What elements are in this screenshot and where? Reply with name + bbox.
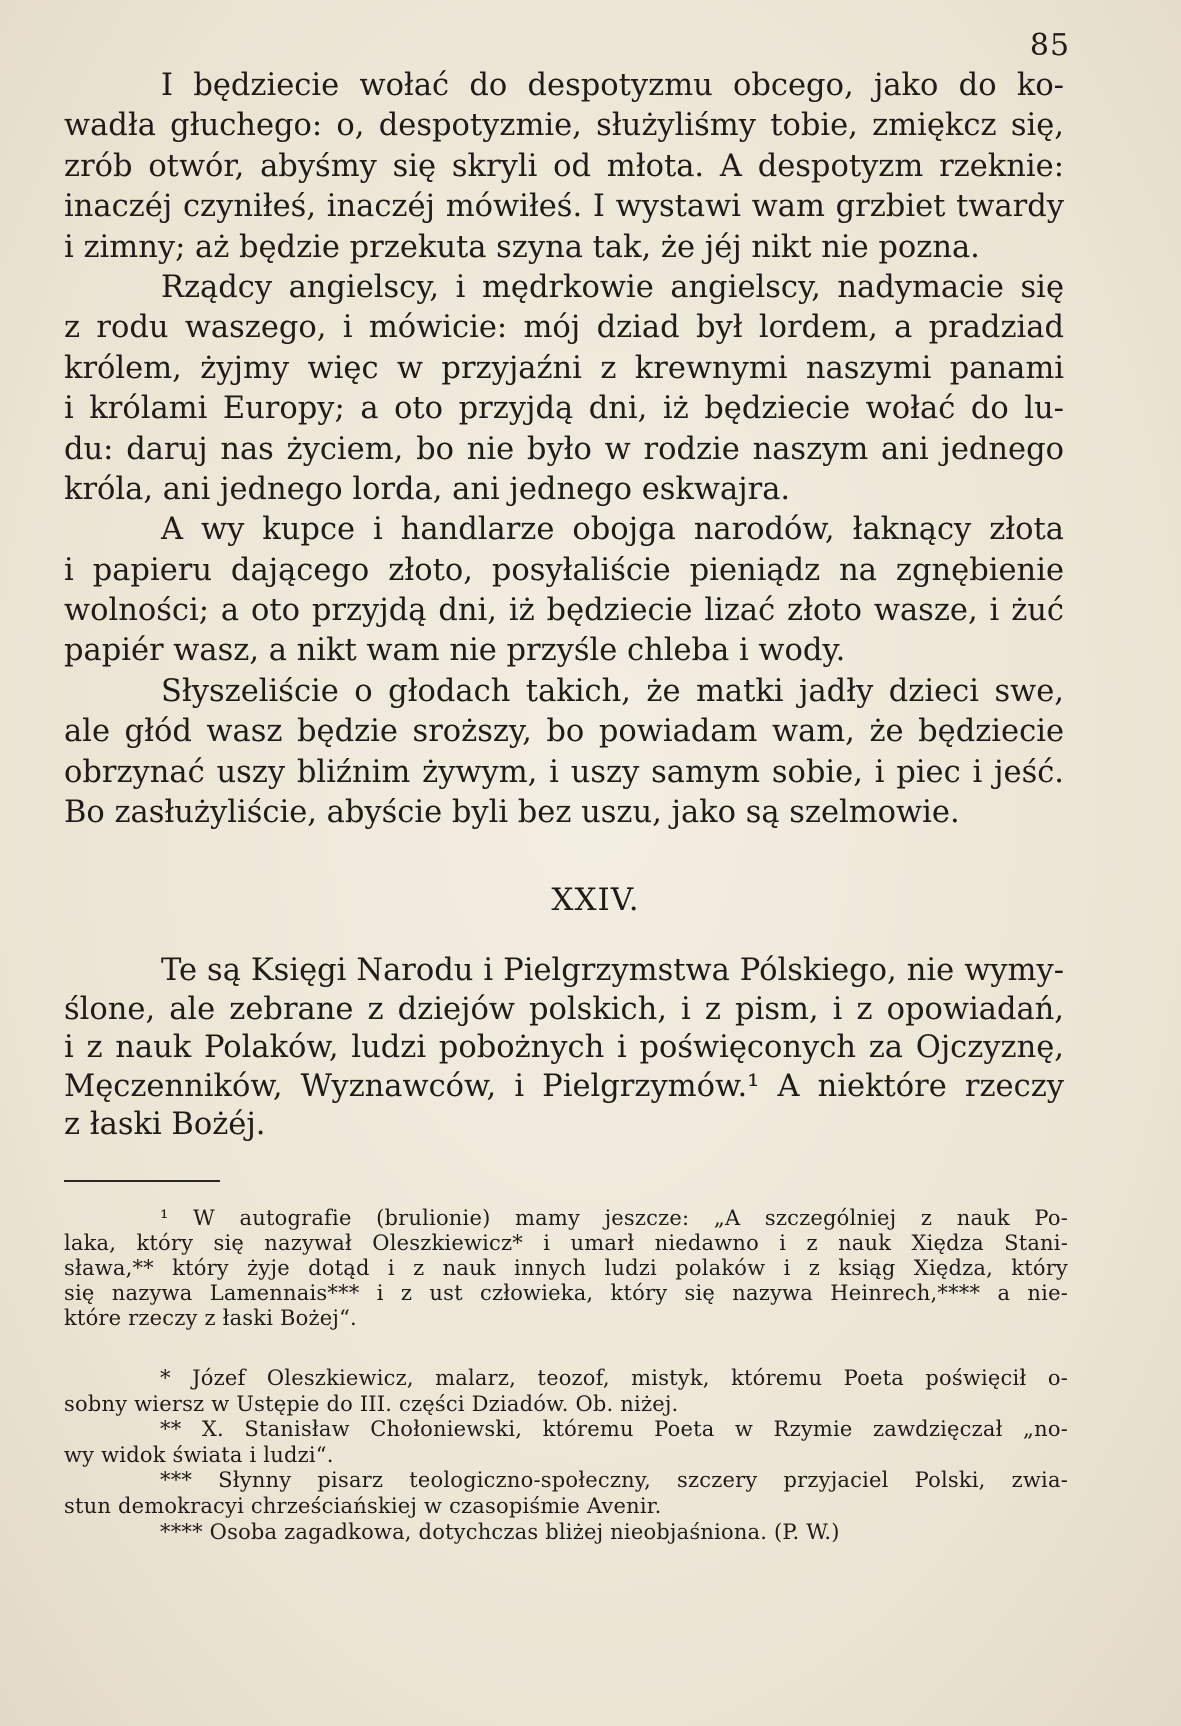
text-line: i królami Europy; a oto przyjdą dni, iż będziecie wołać do lu-: [64, 391, 1064, 427]
text-line: Męczenników, Wyznawców, i Pielgrzymów.¹ A niektóre rzeczy: [64, 1068, 1064, 1104]
text-line: papiér wasz, a nikt wam nie przyśle chleba i wody.: [64, 633, 846, 669]
text-line: du: daruj nas życiem, bo nie było w rodzie naszym ani jednego: [64, 431, 1064, 467]
text-line: sobny wiersz w Ustępie do III. części Dziadów. Ob. niżej.: [64, 1391, 679, 1416]
text-line: Rządcy angielscy, i mędrkowie angielscy, nadymacie się: [161, 269, 1064, 305]
text-line: stun demokracyi chrześciańskiej w czasopiśmie Avenir.: [64, 1493, 662, 1518]
paragraph: [64, 268, 1064, 510]
text-line: wolności; a oto przyjdą dni, iż będziecie lizać złoto wasze, i żuć: [64, 593, 1064, 629]
text-line: i papieru dającego złoto, posyłaliście pieniądz na zgnębienie: [64, 552, 1064, 588]
footnote-annotations: [64, 1366, 1068, 1545]
text-line: z łaski Bożéj.: [64, 1107, 266, 1142]
text-line: I będziecie wołać do despotyzmu obcego, jako do ko-: [161, 68, 1064, 103]
text-line: obrzynać uszy bliźnim żywym, i uszy samym sobie, i piec i jeść.: [64, 754, 1064, 790]
section-text: [64, 952, 1064, 1145]
text-line: królem, żyjmy więc w przyjaźni z krewnymi naszymi panami: [64, 350, 1064, 386]
text-line: sława,** który żyje dotąd i z nauk innych ludzi polaków i z ksiąg Xiędza, który: [64, 1256, 1068, 1280]
main-text: [64, 66, 1064, 833]
paragraph: [64, 672, 1064, 834]
text-line: i zimny; aż będzie przekuta szyna tak, że jéj nikt nie pozna.: [64, 229, 980, 265]
section-heading: XXIV.: [551, 882, 640, 918]
text-line: ¹ W autografie (brulionie) mamy jeszcze: „A szczególniej z nauk Po-: [160, 1206, 1068, 1230]
text-line: Słyszeliście o głodach takich, że matki jadły dzieci swe,: [161, 673, 1064, 709]
text-line: króla, ani jednego lorda, ani jednego eskwajra.: [64, 471, 791, 507]
text-line: laka, który się nazywał Oleszkiewicz* i umarł niedawno i z nauk Xiędza Stani-: [64, 1231, 1068, 1255]
text-line: *** Słynny pisarz teologiczno-społeczny, szczery przyjaciel Polski, zwia-: [160, 1468, 1068, 1493]
text-line: ślone, ale zebrane z dziejów polskich, i z pism, i z opowiadań,: [64, 991, 1064, 1027]
text-line: które rzeczy z łaski Bożej“.: [64, 1306, 357, 1330]
footnote-separator: [64, 1180, 220, 1182]
text-line: i z nauk Polaków, ludzi pobożnych i poświęconych za Ojczyznę,: [64, 1030, 1064, 1065]
paragraph: [64, 66, 1064, 268]
text-line: wadła głuchego: o, despotyzmie, służyliśmy tobie, zmiękcz się,: [64, 108, 1064, 144]
text-line: **** Osoba zagadkowa, dotychczas bliżej nieobjaśniona. (P. W.): [160, 1519, 840, 1544]
text-line: ale głód wasz będzie sroższy, bo powiadam wam, że będziecie: [64, 714, 1064, 750]
text-line: inaczéj czyniłeś, inaczéj mówiłeś. I wystawi wam grzbiet twardy: [64, 189, 1064, 225]
text-line: wy widok świata i ludzi“.: [64, 1442, 334, 1467]
text-line: się nazywa Lamennais*** i z ust człowieka, który się nazywa Heinrech,**** a nie-: [64, 1281, 1068, 1305]
text-line: Bo zasłużyliście, abyście byli bez uszu, jako są szelmowie.: [64, 795, 960, 831]
text-line: zrób otwór, abyśmy się skryli od młota. A despotyzm rzeknie:: [64, 148, 1064, 184]
text-line: * Józef Oleszkiewicz, malarz, teozof, mistyk, któremu Poeta poświęcił o-: [160, 1366, 1068, 1390]
page-number: 85: [1029, 28, 1071, 63]
text-line: A wy kupce i handlarze obojga narodów, łaknący złota: [161, 512, 1064, 548]
text-line: Te są Księgi Narodu i Pielgrzymstwa Pólskiego, nie wymy-: [161, 953, 1064, 988]
text-line: z rodu waszego, i mówicie: mój dziad był lordem, a pradziad: [64, 310, 1064, 346]
footnote-autograph: [64, 1206, 1068, 1331]
text-line: ** X. Stanisław Chołoniewski, któremu Poeta w Rzymie zawdzięczał „no-: [160, 1417, 1068, 1442]
paragraph: [64, 510, 1064, 672]
